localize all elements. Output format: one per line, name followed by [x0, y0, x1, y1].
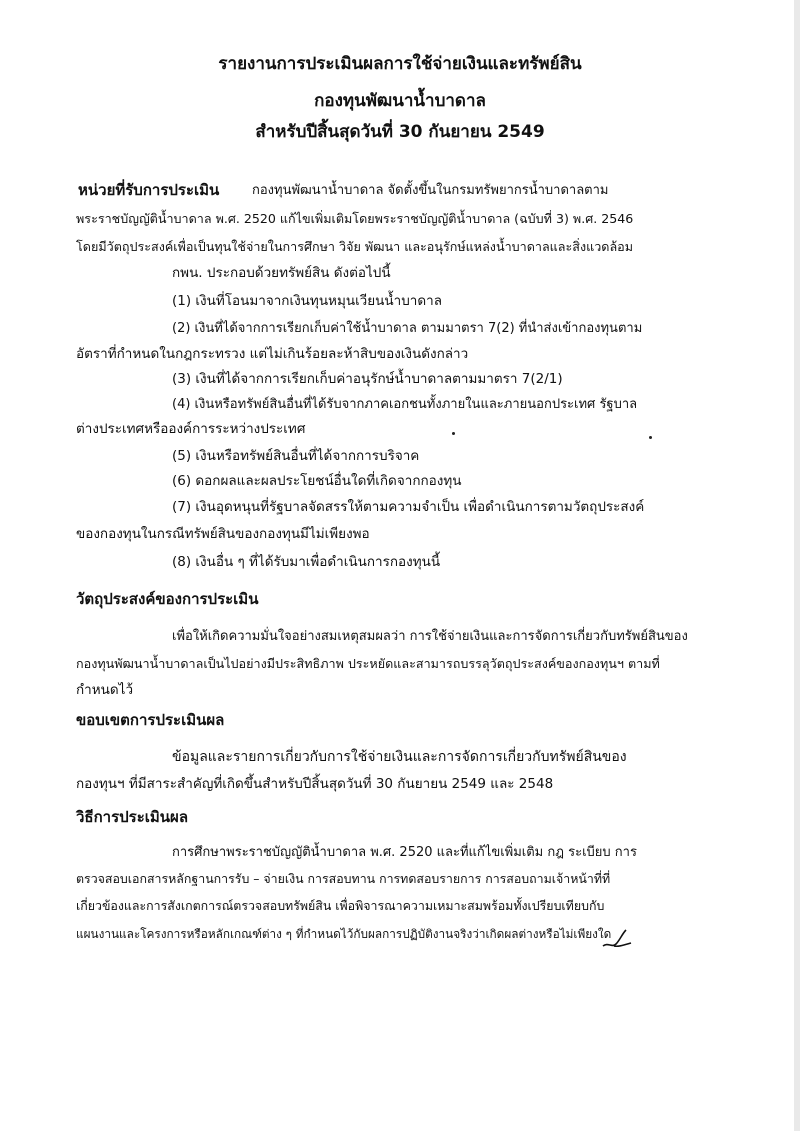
- asset-item-6: (6) ดอกผลและผลประโยชน์อื่นใดที่เกิดจากกองทุน: [172, 473, 462, 489]
- report-title-line-2: กองทุนพัฒนาน้ำบาดาล: [314, 91, 486, 111]
- method-line-1: การศึกษาพระราชบัญญัติน้ำบาดาล พ.ศ. 2520 และที่แก้ไขเพิ่มเติม กฎ ระเบียบ การ: [172, 845, 637, 860]
- scope-heading: ขอบเขตการประเมินผล: [76, 711, 225, 729]
- method-line-3: เกี่ยวข้องและการสังเกตการณ์ตรวจสอบทรัพย์สิน เพื่อพิจารณาความเหมาะสมพร้อมทั้งเปรียบเทียบกับ: [76, 898, 605, 913]
- initial-signature: [600, 926, 634, 952]
- asset-item-7b: ของกองทุนในกรณีทรัพย์สินของกองทุนมีไม่เพียงพอ: [76, 526, 370, 542]
- objective-line-1: เพื่อให้เกิดความมั่นใจอย่างสมเหตุสมผลว่า การใช้จ่ายเงินและการจัดการเกี่ยวกับทรัพย์สินของ: [172, 629, 688, 644]
- scan-speck: [452, 432, 455, 435]
- asset-item-2a: (2) เงินที่ได้จากการเรียกเก็บค่าใช้น้ำบาดาล ตามมาตรา 7(2) ที่นำส่งเข้ากองทุนตาม: [172, 321, 643, 336]
- asset-item-5: (5) เงินหรือทรัพย์สินอื่นที่ได้จากการบริจาค: [172, 448, 420, 464]
- scope-line-2: กองทุนฯ ที่มีสาระสำคัญที่เกิดขึ้นสำหรับปีสิ้นสุดวันที่ 30 กันยายน 2549 และ 2548: [76, 776, 554, 792]
- unit-heading: หน่วยที่รับการประเมิน: [78, 181, 220, 199]
- report-title-line-1: รายงานการประเมินผลการใช้จ่ายเงินและทรัพย์สิน: [218, 54, 582, 74]
- report-title-line-3: สำหรับปีสิ้นสุดวันที่ 30 กันยายน 2549: [255, 122, 545, 142]
- asset-item-3: (3) เงินที่ได้จากการเรียกเก็บค่าอนุรักษ์น้ำบาดาลตามมาตรา 7(2/1): [172, 371, 563, 387]
- asset-item-1: (1) เงินที่โอนมาจากเงินทุนหมุนเวียนน้ำบาดาล: [172, 293, 442, 309]
- scan-edge: [794, 0, 800, 1131]
- method-line-4: แผนงานและโครงการหรือหลักเกณฑ์ต่าง ๆ ที่กำหนดไว้กับผลการปฏิบัติงานจริงว่าเกิดผลต่างหรือไม่เพียงใด: [76, 927, 612, 941]
- unit-line-3: โดยมีวัตถุประสงค์เพื่อเป็นทุนใช้จ่ายในการศึกษา วิจัย พัฒนา และอนุรักษ์แหล่งน้ำบาดาลและสิ่งแวดล้อม: [76, 239, 634, 254]
- unit-line-4: กพน. ประกอบด้วยทรัพย์สิน ดังต่อไปนี้: [172, 265, 391, 281]
- unit-line-1: กองทุนพัฒนาน้ำบาดาล จัดตั้งขึ้นในกรมทรัพยากรน้ำบาดาลตาม: [252, 183, 609, 198]
- scope-line-1: ข้อมูลและรายการเกี่ยวกับการใช้จ่ายเงินและการจัดการเกี่ยวกับทรัพย์สินของ: [172, 749, 627, 765]
- method-heading: วิธีการประเมินผล: [76, 808, 189, 826]
- asset-item-8: (8) เงินอื่น ๆ ที่ได้รับมาเพื่อดำเนินการกองทุนนี้: [172, 554, 441, 570]
- asset-item-2b: อัตราที่กำหนดในกฎกระทรวง แต่ไม่เกินร้อยละห้าสิบของเงินดังกล่าว: [76, 346, 469, 362]
- asset-item-4b: ต่างประเทศหรือองค์การระหว่างประเทศ: [76, 421, 306, 437]
- asset-item-7a: (7) เงินอุดหนุนที่รัฐบาลจัดสรรให้ตามความจำเป็น เพื่อดำเนินการตามวัตถุประสงค์: [172, 499, 645, 515]
- objective-line-2: กองทุนพัฒนาน้ำบาดาลเป็นไปอย่างมีประสิทธิภาพ ประหยัดและสามารถบรรลุวัตถุประสงค์ของกองทุนฯ ตามที่: [76, 656, 660, 671]
- objective-heading: วัตถุประสงค์ของการประเมิน: [76, 590, 259, 608]
- method-line-2: ตรวจสอบเอกสารหลักฐานการรับ – จ่ายเงิน การสอบทาน การทดสอบรายการ การสอบถามเจ้าหน้าที่ที่: [76, 871, 611, 886]
- scan-speck: [649, 436, 652, 439]
- objective-line-3: กำหนดไว้: [76, 682, 134, 698]
- unit-line-2: พระราชบัญญัติน้ำบาดาล พ.ศ. 2520 แก้ไขเพิ่มเติมโดยพระราชบัญญัติน้ำบาดาล (ฉบับที่ 3) พ.ศ. 2546: [76, 211, 634, 226]
- asset-item-4a: (4) เงินหรือทรัพย์สินอื่นที่ได้รับจากภาคเอกชนทั้งภายในและภายนอกประเทศ รัฐบาล: [172, 397, 638, 412]
